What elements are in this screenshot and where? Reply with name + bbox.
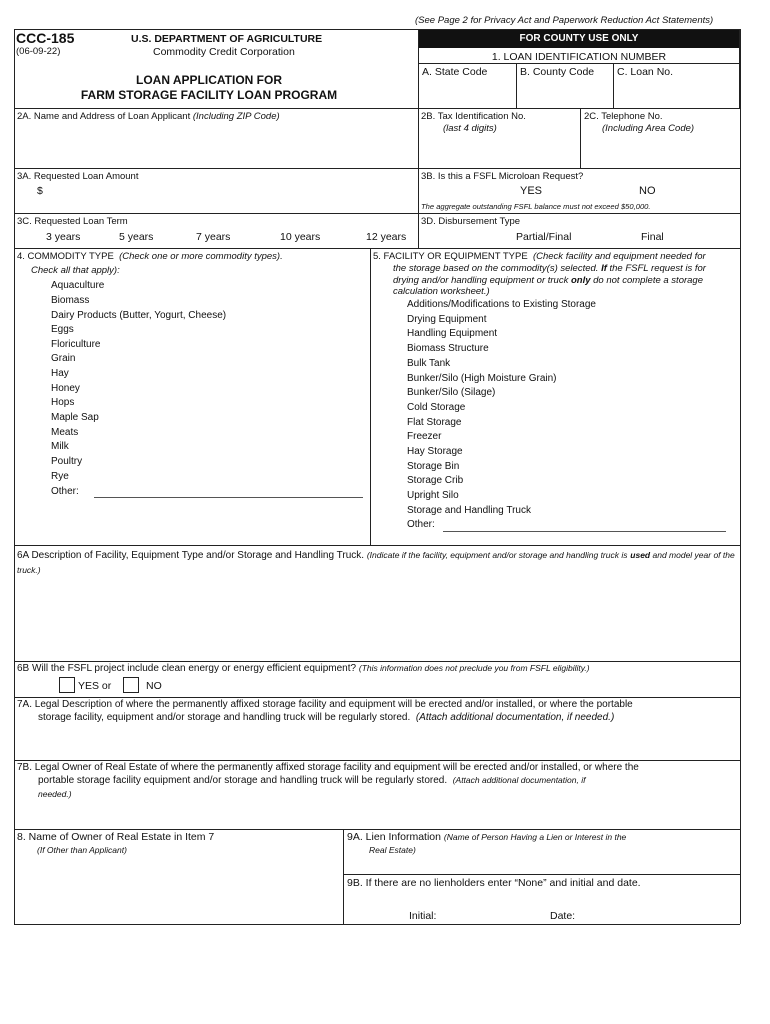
s6b-yes-label: YES or bbox=[78, 680, 112, 692]
s9a-header bbox=[347, 831, 626, 843]
disbursement-final[interactable]: Final bbox=[641, 231, 664, 243]
s9a-note-b: Real Estate) bbox=[369, 845, 416, 855]
s7b-line2 bbox=[38, 775, 585, 786]
s6a-description-field[interactable] bbox=[17, 548, 737, 578]
s6a-note-used: used bbox=[630, 550, 651, 560]
s9a-lien-input[interactable] bbox=[344, 858, 739, 873]
disbursement-partial-final[interactable]: Partial/Final bbox=[516, 231, 572, 243]
s7a-label-line1: 7A. Legal Description of where the permanently affixed storage facility and equipment will be erected and/or installed, or where the portable bbox=[17, 699, 633, 710]
facility-bunker-grain[interactable]: Bunker/Silo (High Moisture Grain) bbox=[407, 373, 557, 384]
facility-freezer[interactable]: Freezer bbox=[407, 431, 442, 442]
commodity-meats[interactable]: Meats bbox=[51, 427, 79, 438]
s4-note: (Check one or more commodity types). bbox=[119, 251, 283, 262]
s7b-input-area[interactable] bbox=[15, 800, 739, 828]
commodity-milk[interactable]: Milk bbox=[51, 441, 69, 452]
facility-storage-crib[interactable]: Storage Crib bbox=[407, 475, 464, 486]
facility-cold-storage[interactable]: Cold Storage bbox=[407, 402, 466, 413]
facility-additions[interactable]: Additions/Modifications to Existing Storage bbox=[407, 299, 596, 310]
commodity-hay[interactable]: Hay bbox=[51, 368, 69, 379]
form-date: (06-09-22) bbox=[16, 46, 61, 57]
s7a-note: (Attach additional documentation, if needed.) bbox=[415, 712, 615, 723]
disbursement-label: 3D. Disbursement Type bbox=[421, 216, 521, 227]
s7a-line2 bbox=[38, 712, 614, 723]
facility-type-header bbox=[373, 251, 706, 262]
commodity-biomass[interactable]: Biomass bbox=[51, 295, 90, 306]
loan-amount-field[interactable]: $ bbox=[37, 185, 43, 197]
commodity-dairy[interactable]: Dairy Products (Butter, Yogurt, Cheese) bbox=[51, 310, 227, 321]
s9b-initial-field[interactable]: Initial: bbox=[409, 910, 437, 922]
form-id: CCC-185 bbox=[16, 30, 75, 46]
s6b-question bbox=[17, 663, 590, 674]
s4-label: 4. COMMODITY TYPE bbox=[17, 251, 114, 262]
commodity-hops[interactable]: Hops bbox=[51, 397, 75, 408]
facility-note-line2 bbox=[393, 263, 706, 274]
s2b-label: 2B. Tax Identification No. bbox=[421, 111, 526, 122]
s6a-label: 6A Description of Facility, Equipment Type and/or Storage and Handling Truck. bbox=[17, 550, 365, 561]
county-code-field[interactable]: B. County Code bbox=[520, 66, 595, 78]
s6a-note-a: (Indicate if the facility, equipment and/or storage and handling truck is bbox=[366, 550, 628, 560]
facility-bunker-silage[interactable]: Bunker/Silo (Silage) bbox=[407, 387, 496, 398]
s5-note-a: (Check facility and equipment needed for bbox=[532, 251, 706, 262]
sub-agency: Commodity Credit Corporation bbox=[153, 46, 295, 58]
s6b-no-checkbox[interactable] bbox=[123, 677, 139, 693]
county-use-header: FOR COUNTY USE ONLY bbox=[418, 29, 740, 48]
telephone-field[interactable] bbox=[584, 111, 694, 134]
s5-note-b: the storage based on the commodity(s) selected. bbox=[393, 263, 599, 274]
s8-note: (If Other than Applicant) bbox=[37, 845, 127, 855]
s7b-note-a: (Attach additional documentation, if bbox=[452, 775, 586, 785]
tax-id-field[interactable] bbox=[421, 111, 526, 134]
s6b-note: (This information does not preclude you from FSFL eligibility.) bbox=[358, 663, 590, 673]
term-12-years[interactable]: 12 years bbox=[366, 231, 407, 243]
s7b-label-line2: portable storage facility equipment and/or storage and handling truck will be regularly stored. bbox=[38, 775, 448, 786]
s5-note-g: do not complete a storage bbox=[590, 275, 703, 286]
facility-storage-bin[interactable]: Storage Bin bbox=[407, 461, 460, 472]
microloan-no[interactable]: NO bbox=[639, 185, 656, 197]
microloan-label: 3B. Is this a FSFL Microloan Request? bbox=[421, 171, 584, 182]
commodity-eggs[interactable]: Eggs bbox=[51, 324, 74, 335]
term-7-years[interactable]: 7 years bbox=[196, 231, 231, 243]
s9a-note-a: (Name of Person Having a Lien or Interest in the bbox=[443, 832, 627, 842]
commodity-other[interactable]: Other: bbox=[51, 486, 79, 497]
facility-upright-silo[interactable]: Upright Silo bbox=[407, 490, 459, 501]
commodity-rye[interactable]: Rye bbox=[51, 471, 69, 482]
s7b-note-b: needed.) bbox=[38, 789, 72, 799]
s6b-no-label: NO bbox=[146, 680, 162, 692]
s5-note-e: drying and/or handling equipment or truck bbox=[393, 275, 571, 286]
s2a-note: (Including ZIP Code) bbox=[192, 111, 280, 122]
term-3-years[interactable]: 3 years bbox=[46, 231, 81, 243]
commodity-type-header bbox=[17, 251, 283, 262]
commodity-aquaculture[interactable]: Aquaculture bbox=[51, 280, 105, 291]
facility-biomass-structure[interactable]: Biomass Structure bbox=[407, 343, 489, 354]
loan-no-field[interactable]: C. Loan No. bbox=[617, 66, 674, 78]
s8-label: 8. Name of Owner of Real Estate in Item 7 bbox=[17, 831, 215, 843]
s9b-date-field[interactable]: Date: bbox=[550, 910, 576, 922]
facility-other[interactable]: Other: bbox=[407, 519, 435, 530]
microloan-yes[interactable]: YES bbox=[520, 185, 543, 197]
s2a-label: 2A. Name and Address of Loan Applicant bbox=[17, 111, 191, 122]
microloan-note: The aggregate outstanding FSFL balance must not exceed $50,000. bbox=[421, 202, 651, 211]
commodity-poultry[interactable]: Poultry bbox=[51, 456, 83, 467]
facility-bulk-tank[interactable]: Bulk Tank bbox=[407, 358, 451, 369]
facility-flat-storage[interactable]: Flat Storage bbox=[407, 417, 462, 428]
agency-name: U.S. DEPARTMENT OF AGRICULTURE bbox=[131, 33, 323, 45]
facility-other-line[interactable] bbox=[443, 531, 726, 532]
commodity-floriculture[interactable]: Floriculture bbox=[51, 339, 101, 350]
s5-note-c: If bbox=[601, 263, 607, 274]
s7a-input-area[interactable] bbox=[15, 726, 739, 759]
s9a-label: 9A. Lien Information bbox=[347, 831, 441, 843]
facility-note-line3 bbox=[393, 275, 703, 286]
loan-id-label: 1. LOAN IDENTIFICATION NUMBER bbox=[491, 51, 667, 63]
commodity-maple-sap[interactable]: Maple Sap bbox=[51, 412, 99, 423]
state-code-field[interactable]: A. State Code bbox=[422, 66, 488, 78]
s8-owner-input[interactable] bbox=[15, 858, 342, 922]
s6b-yes-checkbox[interactable] bbox=[59, 677, 75, 693]
facility-hay-storage[interactable]: Hay Storage bbox=[407, 446, 463, 457]
s5-note-d: the FSFL request is for bbox=[606, 263, 706, 274]
loan-amount-label: 3A. Requested Loan Amount bbox=[17, 171, 139, 182]
form-title-line2: FARM STORAGE FACILITY LOAN PROGRAM bbox=[80, 88, 338, 102]
privacy-note: (See Page 2 for Privacy Act and Paperwork Reduction Act Statements) bbox=[415, 15, 714, 26]
s6b-label: 6B Will the FSFL project include clean energy or energy efficient equipment? bbox=[17, 663, 357, 674]
facility-note-line4: calculation worksheet.) bbox=[393, 286, 490, 297]
facility-storage-truck[interactable]: Storage and Handling Truck bbox=[407, 505, 531, 516]
form-title-line1: LOAN APPLICATION FOR bbox=[136, 73, 282, 87]
s9b-label: 9B. If there are no lienholders enter “None” and initial and date. bbox=[347, 877, 641, 889]
commodity-note: Check all that apply): bbox=[31, 265, 120, 276]
commodity-other-line[interactable] bbox=[94, 497, 363, 498]
s5-label: 5. FACILITY OR EQUIPMENT TYPE bbox=[373, 251, 528, 262]
term-5-years[interactable]: 5 years bbox=[119, 231, 154, 243]
commodity-grain[interactable]: Grain bbox=[51, 353, 76, 364]
s5-note-f: only bbox=[570, 275, 591, 286]
loan-term-label: 3C. Requested Loan Term bbox=[17, 216, 128, 227]
facility-handling[interactable]: Handling Equipment bbox=[407, 328, 498, 339]
s2c-label: 2C. Telephone No. bbox=[584, 111, 663, 122]
facility-drying[interactable]: Drying Equipment bbox=[407, 314, 487, 325]
s2b-note: (last 4 digits) bbox=[443, 123, 497, 134]
applicant-name-address-field[interactable] bbox=[17, 111, 280, 122]
commodity-honey[interactable]: Honey bbox=[51, 383, 80, 394]
s2c-note: (Including Area Code) bbox=[602, 123, 695, 134]
s6a-note-b: and model year of the truck.) bbox=[17, 550, 735, 575]
s7a-label-line2: storage facility, equipment and/or storage and handling truck will be regularly stored. bbox=[38, 712, 411, 723]
term-10-years[interactable]: 10 years bbox=[280, 231, 321, 243]
s7b-label-line1: 7B. Legal Owner of Real Estate of where the permanently affixed storage facility and equipment will be erected and/or installed, or where the bbox=[17, 762, 639, 773]
